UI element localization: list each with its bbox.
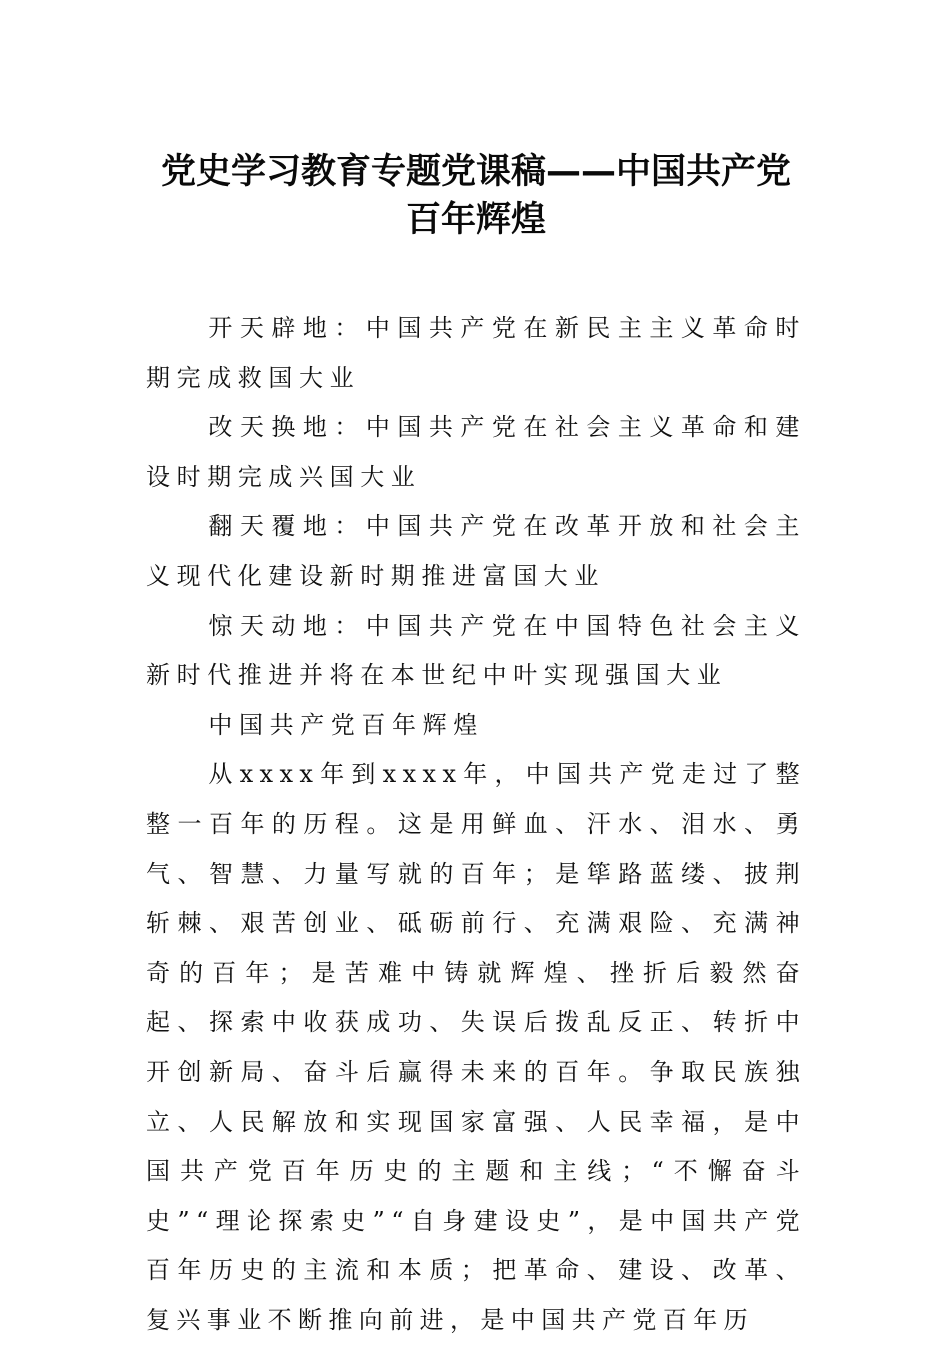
paragraph-jingtian: 惊天动地：中国共产党在中国特色社会主义新时代推进并将在本世纪中叶实现强国大业 [146,611,806,690]
title-line-1: 党史学习教育专题党课稿——中国共产党 [160,152,791,192]
section-heading: 中国共产党百年辉煌 [208,710,484,739]
title-spacer [146,244,806,304]
paragraph-body: 从xxxx年到xxxx年，中国共产党走过了整整一百年的历程。这是用鲜血、汗水、泪水、勇气、智慧、力量写就的百年；是筚路蓝缕、披荆斩棘、艰苦创业、砥砺前行、充满艰险、充满神奇的百年；是苦难中铸就辉煌、挫折后毅然奋起、探索中收获成功、失误后拨乱反正、转折中开创新局、奋斗后赢得未来的百年。争取民族独立、人民解放和实现国家富强、人民幸福，是中国共产党百年历史的主题和主线；“不懈奋斗史”“理论探索史”“自身建设史”，是中国共产党百年历史的主流和本质；把革命、建设、改革、复兴事业不断推向前进，是中国共产党百年历 [146,760,806,1334]
paragraph-fantian: 翻天覆地：中国共产党在改革开放和社会主义现代化建设新时期推进富国大业 [146,512,806,590]
title-line-2: 百年辉煌 [405,200,546,240]
paragraph-gaitian: 改天换地：中国共产党在社会主义革命和建设时期完成兴国大业 [146,413,806,491]
paragraph-kaitian: 开天辟地：中国共产党在新民主主义革命时期完成救国大业 [146,314,806,392]
document-title [146,148,806,244]
document-page [146,148,806,1345]
